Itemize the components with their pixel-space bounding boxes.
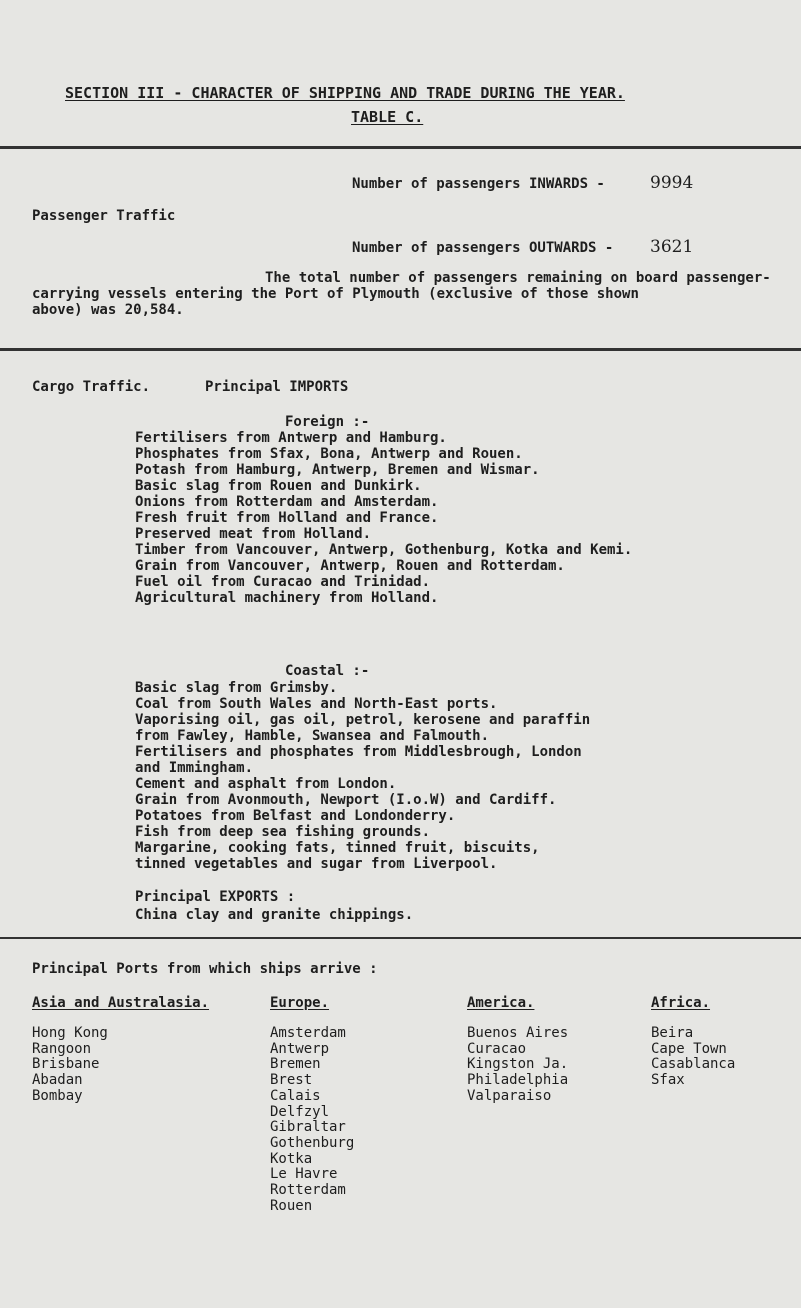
import-item: from Fawley, Hamble, Swansea and Falmouth. xyxy=(135,728,490,744)
america-port-list xyxy=(467,1026,568,1105)
port-item: Delfzyl xyxy=(270,1103,330,1120)
passenger-traffic-label: Passenger Traffic xyxy=(32,208,176,224)
foreign-imports-list xyxy=(135,430,632,606)
import-item: Vaporising oil, gas oil, petrol, kerosene and paraffin xyxy=(135,712,591,728)
cargo-traffic-label: Cargo Traffic. xyxy=(32,379,151,395)
port-item: Antwerp xyxy=(270,1040,330,1057)
import-item: Coal from South Wales and North-East ports. xyxy=(135,696,498,712)
exports-heading: Principal EXPORTS : xyxy=(135,889,296,905)
exports-item: China clay and granite chippings. xyxy=(135,907,414,923)
import-item: Phosphates from Sfax, Bona, Antwerp and Rouen. xyxy=(135,446,523,462)
africa-column-title: Africa. xyxy=(651,995,711,1011)
import-item: Grain from Vancouver, Antwerp, Rouen and Rotterdam. xyxy=(135,558,565,574)
total-line: carrying vessels entering the Port of Plymouth (exclusive of those shown xyxy=(32,286,639,302)
import-item: Fuel oil from Curacao and Trinidad. xyxy=(135,574,431,590)
ports-heading: Principal Ports from which ships arrive : xyxy=(32,961,378,977)
asia-port-list xyxy=(32,1026,108,1105)
port-item: Casablanca xyxy=(651,1056,736,1073)
port-item: Rouen xyxy=(270,1197,313,1214)
import-item: and Immingham. xyxy=(135,760,254,776)
port-item: Brest xyxy=(270,1072,313,1089)
port-item: Le Havre xyxy=(270,1166,338,1183)
divider xyxy=(0,146,801,149)
coastal-imports-list xyxy=(135,680,590,872)
port-item: Kingston Ja. xyxy=(467,1056,569,1073)
import-item: Fresh fruit from Holland and France. xyxy=(135,510,439,526)
divider xyxy=(0,937,801,939)
port-item: Gothenburg xyxy=(270,1134,355,1151)
section-heading: SECTION III - CHARACTER OF SHIPPING AND TRADE DURING THE YEAR. xyxy=(65,84,625,102)
outwards-value: 3621 xyxy=(650,237,694,257)
import-item: Fertilisers and phosphates from Middlesbrough, London xyxy=(135,744,582,760)
import-item: Grain from Avonmouth, Newport (I.o.W) and Cardiff. xyxy=(135,792,557,808)
port-item: Rangoon xyxy=(32,1040,92,1057)
asia-column-title: Asia and Australasia. xyxy=(32,995,210,1011)
foreign-heading: Foreign :- xyxy=(285,414,370,430)
port-item: Brisbane xyxy=(32,1056,100,1073)
passenger-total-paragraph xyxy=(32,270,771,318)
port-item: Beira xyxy=(651,1025,694,1041)
port-item: Sfax xyxy=(651,1072,685,1089)
america-column-title: America. xyxy=(467,995,535,1011)
import-item: Timber from Vancouver, Antwerp, Gothenburg, Kotka and Kemi. xyxy=(135,542,633,558)
import-item: Fertilisers from Antwerp and Hamburg. xyxy=(135,430,447,446)
import-item: Cement and asphalt from London. xyxy=(135,776,397,792)
port-item: Buenos Aires xyxy=(467,1025,569,1041)
port-item: Cape Town xyxy=(651,1040,727,1057)
coastal-heading: Coastal :- xyxy=(285,663,370,679)
import-item: Preserved meat from Holland. xyxy=(135,526,372,542)
port-item: Amsterdam xyxy=(270,1025,346,1041)
import-item: Agricultural machinery from Holland. xyxy=(135,590,439,606)
port-item: Kotka xyxy=(270,1150,313,1167)
europe-column-title: Europe. xyxy=(270,995,330,1011)
import-item: Basic slag from Grimsby. xyxy=(135,680,338,696)
port-item: Curacao xyxy=(467,1040,527,1057)
port-item: Hong Kong xyxy=(32,1025,108,1041)
europe-port-list xyxy=(270,1026,354,1214)
inwards-value: 9994 xyxy=(650,173,694,193)
total-line: The total number of passengers remaining on board passenger- xyxy=(265,270,771,286)
port-item: Philadelphia xyxy=(467,1072,569,1089)
divider xyxy=(0,348,801,351)
port-item: Calais xyxy=(270,1087,321,1104)
port-item: Valparaiso xyxy=(467,1087,552,1104)
port-item: Abadan xyxy=(32,1072,83,1089)
import-item: Fish from deep sea fishing grounds. xyxy=(135,824,431,840)
port-item: Bombay xyxy=(32,1087,83,1104)
import-item: Margarine, cooking fats, tinned fruit, biscuits, xyxy=(135,840,540,856)
inwards-label: Number of passengers INWARDS - xyxy=(352,176,605,192)
africa-port-list xyxy=(651,1026,735,1089)
imports-heading: Principal IMPORTS xyxy=(205,379,349,395)
port-item: Gibraltar xyxy=(270,1119,346,1136)
port-item: Bremen xyxy=(270,1056,321,1073)
outwards-label: Number of passengers OUTWARDS - xyxy=(352,240,614,256)
total-line: above) was 20,584. xyxy=(32,302,184,318)
import-item: Onions from Rotterdam and Amsterdam. xyxy=(135,494,439,510)
port-item: Rotterdam xyxy=(270,1182,346,1199)
table-label: TABLE C. xyxy=(351,108,424,126)
import-item: tinned vegetables and sugar from Liverpool. xyxy=(135,856,498,872)
import-item: Basic slag from Rouen and Dunkirk. xyxy=(135,478,422,494)
import-item: Potatoes from Belfast and Londonderry. xyxy=(135,808,456,824)
import-item: Potash from Hamburg, Antwerp, Bremen and Wismar. xyxy=(135,462,540,478)
